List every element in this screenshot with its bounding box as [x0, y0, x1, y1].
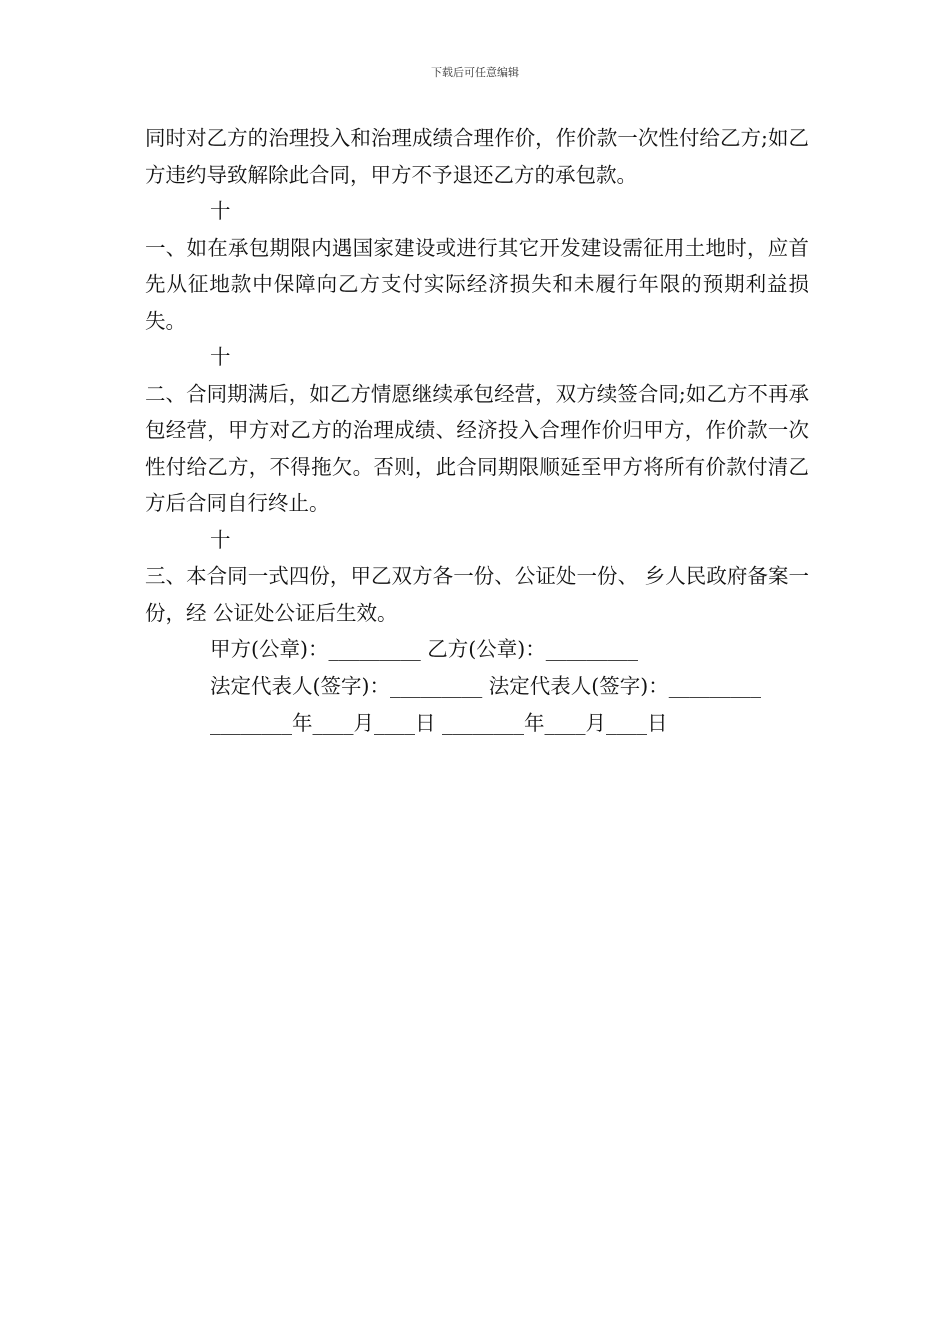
signature-block	[145, 631, 809, 742]
contract-paragraph: 一、如在承包期限内遇国家建设或进行其它开发建设需征用土地时，应首先从征地款中保障向乙方支付实际经济损失和未履行年限的预期利益损失。	[145, 235, 809, 333]
contract-paragraph: 同时对乙方的治理投入和治理成绩合理作价，作价款一次性付给乙方;如乙方违约导致解除此合同，甲方不予退还乙方的承包款。	[145, 126, 809, 187]
representative-signature-line: 法定代表人(签字)：_________ 法定代表人(签字)：_________	[210, 674, 762, 698]
date-line: ________年____月____日 ________年____月____日	[210, 711, 668, 735]
contract-paragraph: 二、合同期满后，如乙方情愿继续承包经营，双方续签合同;如乙方不再承包经营，甲方对乙方的治理成绩、经济投入合理作价归甲方，作价款一次性付给乙方，不得拖欠。否则，此合同期限顺延至甲方将所有价款付清乙方后合同自行终止。	[145, 381, 809, 515]
contract-paragraph: 三、本合同一式四份，甲乙双方各一份、公证处一份、 乡人民政府备案一份，经 公证处公证后生效。	[145, 564, 809, 625]
clause-number-marker: 十	[210, 527, 231, 552]
clause-number-marker: 十	[210, 345, 231, 369]
clause-number-marker: 十	[210, 199, 231, 223]
seal-line: 甲方(公章)：_________ 乙方(公章)：_________	[210, 637, 639, 661]
contract-body	[145, 120, 809, 742]
page-header-note: 下载后可任意编辑	[431, 66, 519, 79]
